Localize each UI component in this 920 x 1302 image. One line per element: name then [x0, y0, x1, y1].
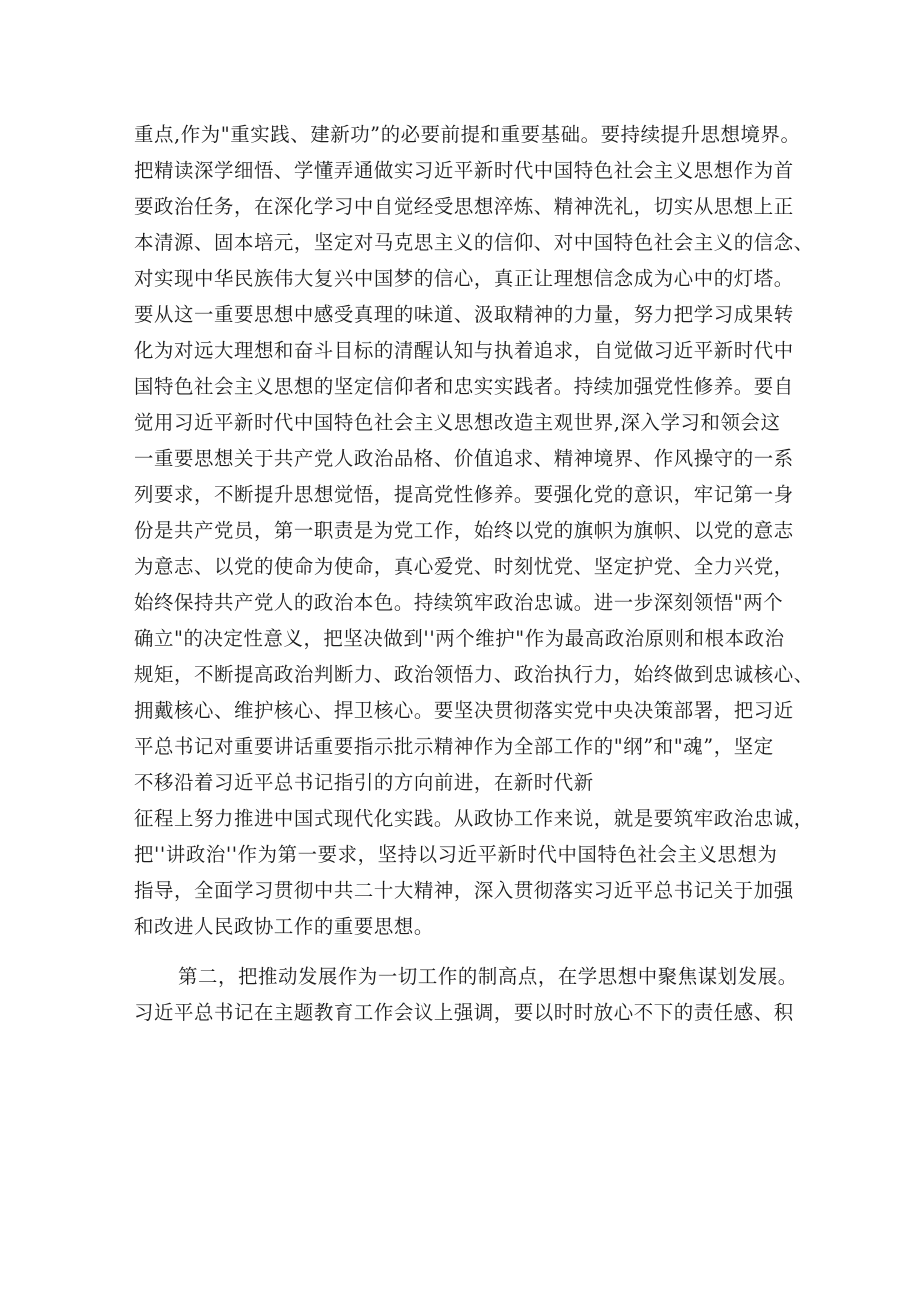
text-line: 拥戴核心、维护核心、捍卫核心。要坚决贯彻落实党中央决策部署，把习近	[134, 699, 794, 722]
text-line: 对实现中华民族伟大复兴中国梦的信心，真正让理想信念成为心中的灯塔。	[134, 267, 794, 290]
text-line: 平总书记对重要讲话重要指示批示精神作为全部工作的"纲”和"魂”，坚定	[134, 735, 774, 758]
text-line: 重点,作为"重实践、建新功”的必要前提和重要基础。要持续提升思想境界。	[134, 123, 801, 146]
text-line: 要政治任务，在深化学习中自觉经受思想淬炼、精神洗礼，切实从思想上正	[134, 195, 794, 218]
text-line: 本清源、固本培元，坚定对马克思主义的信仰、对中国特色社会主义的信念、	[134, 231, 814, 254]
text-line: 把精读深学细悟、学懂弄通做实习近平新时代中国特色社会主义思想作为首	[134, 159, 794, 182]
text-line: 征程上努力推进中国式现代化实践。从政协工作来说，就是要筑牢政治忠诚，	[134, 807, 814, 830]
text-line: 列要求，不断提升思想觉悟，提高党性修养。要强化党的意识，牢记第一身	[134, 483, 794, 506]
text-line: 不移沿着习近平总书记指引的方向前进，在新时代新	[134, 771, 594, 794]
text-line: 确立"的决定性意义，把坚决做到''两个维护"作为最高政治原则和根本政治	[134, 627, 785, 650]
text-line: 为意志、以党的使命为使命，真心爱党、时刻忧党、坚定护党、全力兴党，	[134, 555, 794, 578]
text-line: 把''讲政治''作为第一要求，坚持以习近平新时代中国特色社会主义思想为	[134, 843, 778, 866]
text-line: 一重要思想关于共产党人政治品格、价值追求、精神境界、作风操守的一系	[134, 447, 794, 470]
text-line: 国特色社会主义思想的坚定信仰者和忠实实践者。持续加强党性修养。要自	[134, 375, 794, 398]
text-line: 化为对远大理想和奋斗目标的清醒认知与执着追求，自觉做习近平新时代中	[134, 339, 794, 362]
text-line: 指导，全面学习贯彻中共二十大精神，深入贯彻落实习近平总书记关于加强	[134, 879, 794, 902]
text-line: 和改进人民政协工作的重要思想。	[134, 915, 434, 938]
text-line: 习近平总书记在主题教育工作会议上强调，要以时时放心不下的责任感、积	[134, 1001, 794, 1024]
text-line: 觉用习近平新时代中国特色社会主义思想改造主观世界,深入学习和领会这	[134, 411, 781, 434]
text-line: 要从这一重要思想中感受真理的味道、汲取精神的力量，努力把学习成果转	[134, 303, 794, 326]
paragraph-first-line: 第二，把推动发展作为一切工作的制高点，在学思想中聚焦谋划发展。	[178, 965, 798, 988]
text-line: 规矩，不断提高政治判断力、政治领悟力、政治执行力，始终做到忠诚核心、	[134, 663, 814, 686]
text-line: 始终保持共产党人的政治本色。持续筑牢政治忠诚。进一步深刻领悟"两个	[134, 591, 784, 614]
text-line: 份是共产党员，第一职责是为党工作，始终以党的旗帜为旗帜、以党的意志	[134, 519, 794, 542]
